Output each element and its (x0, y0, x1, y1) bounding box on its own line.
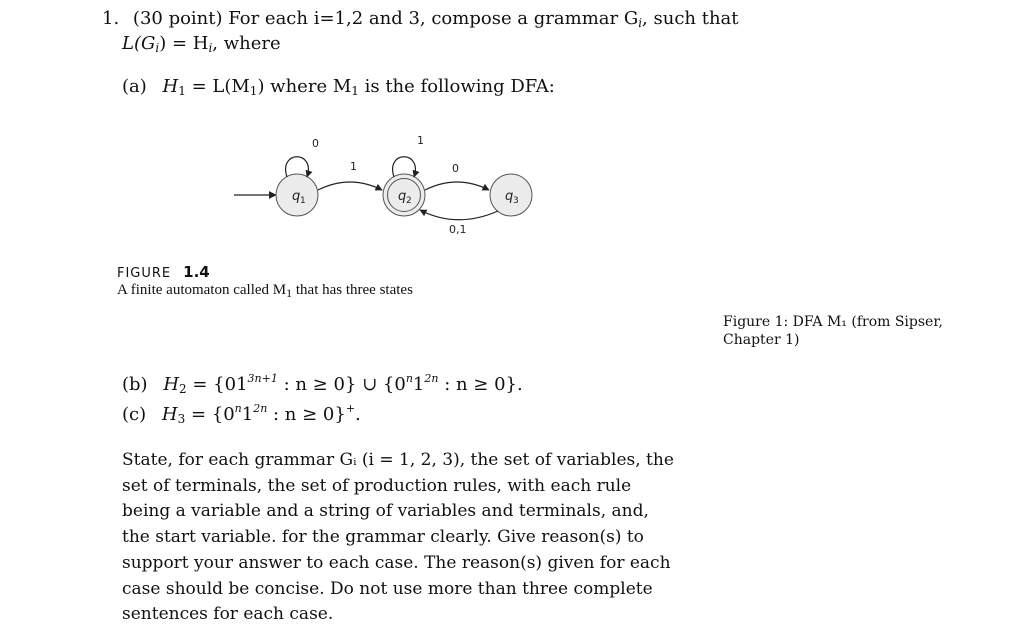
svg-text:q: q (398, 189, 407, 204)
svg-text:3: 3 (513, 196, 519, 206)
edge-q1-q2 (318, 182, 382, 190)
state-q3 (490, 174, 532, 216)
svg-text:q: q (505, 189, 514, 204)
question-line-2: $L(G_i) = H_i$, where (122, 33, 281, 55)
margin-note: Figure 1: DFA M₁ (from Sipser, Chapter 1) (723, 314, 943, 348)
part-a: (a) $H_1 = L(M_1)$ where $M_1$ is the following DFA: (122, 76, 555, 98)
label-q3-q2: 0,1 (449, 223, 467, 236)
dfa-diagram (220, 128, 550, 243)
edge-q2-q3 (425, 182, 489, 190)
state-q2 (383, 174, 425, 216)
question-line-1: 1. (30 point) For each i=1,2 and 3, compose a grammar $G_i$, such that (102, 8, 739, 30)
question-number: 1. (102, 8, 120, 29)
svg-text:1: 1 (300, 196, 306, 206)
part-b: (b) $H_2 = \{01^{3n+1}$ : n ≥ 0} ∪ {$0^n1^{2n}$ : n ≥ 0}. (122, 372, 523, 396)
state-q1 (276, 174, 318, 216)
label-q1-q2: 1 (350, 160, 357, 173)
figure-label: FIGURE 1.4 (117, 263, 210, 281)
edge-q3-q2 (420, 210, 498, 220)
label-q2-loop: 1 (417, 134, 424, 147)
svg-text:q: q (292, 189, 301, 204)
label-q2-q3: 0 (452, 162, 459, 175)
instructions-paragraph: State, for each grammar Gᵢ (i = 1, 2, 3), the set of variables, the set of terminals, the set of production rules, with each rule being a variable and a string of variables and terminals, and, the start variable. for the grammar clearly. Give reason(s) to support your answer to each case. The reason(s) given for each case should be concise. Do not use more than three complete sentences for each case. (122, 450, 674, 625)
svg-text:2: 2 (406, 196, 412, 206)
figure-caption: A finite automaton called $M_1$ that has three states (117, 282, 413, 300)
label-q1-loop: 0 (312, 137, 319, 150)
part-c: (c) $H_3 = \{0^n1^{2n}$ : n ≥ 0}+. (122, 402, 361, 426)
